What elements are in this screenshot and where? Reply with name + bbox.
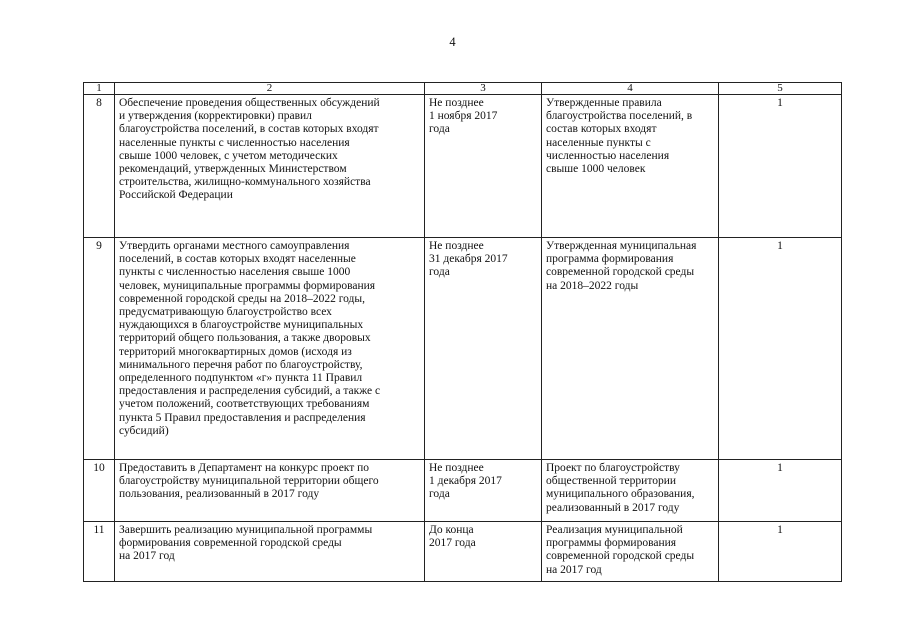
deadline-cell: Не позднее 1 ноября 2017 года: [425, 95, 542, 238]
deadline-cell: Не позднее 31 декабря 2017 года: [425, 238, 542, 460]
action-cell: Обеспечение проведения общественных обсуждений и утверждения (корректировки) правил благоустройства поселений, в состав которых входят населенные пункты с численностью населения свыше 1000 человек, с учетом методических рекомендаций, утвержденных Министерством строительства, жилищно-коммунального хозяйства Российской Федерации: [115, 95, 425, 238]
header-cell-4: 4: [542, 83, 719, 95]
header-cell-3: 3: [425, 83, 542, 95]
action-cell: Завершить реализацию муниципальной программы формирования современной городской среды на 2017 год: [115, 522, 425, 582]
plan-table: [83, 82, 842, 582]
row-number: 10: [84, 460, 115, 522]
result-cell: Утвержденные правила благоустройства поселений, в состав которых входят населенные пункты с численностью населения свыше 1000 человек: [542, 95, 719, 238]
row-number: 11: [84, 522, 115, 582]
result-cell: Утвержденная муниципальная программа формирования современной городской среды на 2018–2022 годы: [542, 238, 719, 460]
header-cell-1: 1: [84, 83, 115, 95]
table-row: [84, 238, 842, 460]
table-row: [84, 522, 842, 582]
deadline-cell: До конца 2017 года: [425, 522, 542, 582]
value-cell: 1: [719, 460, 842, 522]
row-number: 8: [84, 95, 115, 238]
header-cell-2: 2: [115, 83, 425, 95]
header-cell-5: 5: [719, 83, 842, 95]
table-row: [84, 460, 842, 522]
deadline-cell: Не позднее 1 декабря 2017 года: [425, 460, 542, 522]
table-header-row: [84, 83, 842, 95]
row-number: 9: [84, 238, 115, 460]
table-row: [84, 95, 842, 238]
action-cell: Утвердить органами местного самоуправления поселений, в состав которых входят населенные пункты с численностью населения свыше 1000 человек, муниципальные программы формирования современной городской среды на 2018–2022 годы, предусматривающую благоустройство всех нуждающихся в благоустройстве муниципальных территорий общего пользования, а также дворовых территорий многоквартирных домов (исходя из минимального перечня работ по благоустройству, определенного подпунктом «г» пункта 11 Правил предоставления и распределения субсидий, а также с учетом положений, соответствующих требованиям пункта 5 Правил предоставления и распределения субсидий): [115, 238, 425, 460]
action-cell: Предоставить в Департамент на конкурс проект по благоустройству муниципальной территории общего пользования, реализованный в 2017 году: [115, 460, 425, 522]
result-cell: Реализация муниципальной программы формирования современной городской среды на 2017 год: [542, 522, 719, 582]
value-cell: 1: [719, 522, 842, 582]
value-cell: 1: [719, 238, 842, 460]
value-cell: 1: [719, 95, 842, 238]
result-cell: Проект по благоустройству общественной территории муниципального образования, реализованный в 2017 году: [542, 460, 719, 522]
page-number: 4: [449, 35, 456, 49]
